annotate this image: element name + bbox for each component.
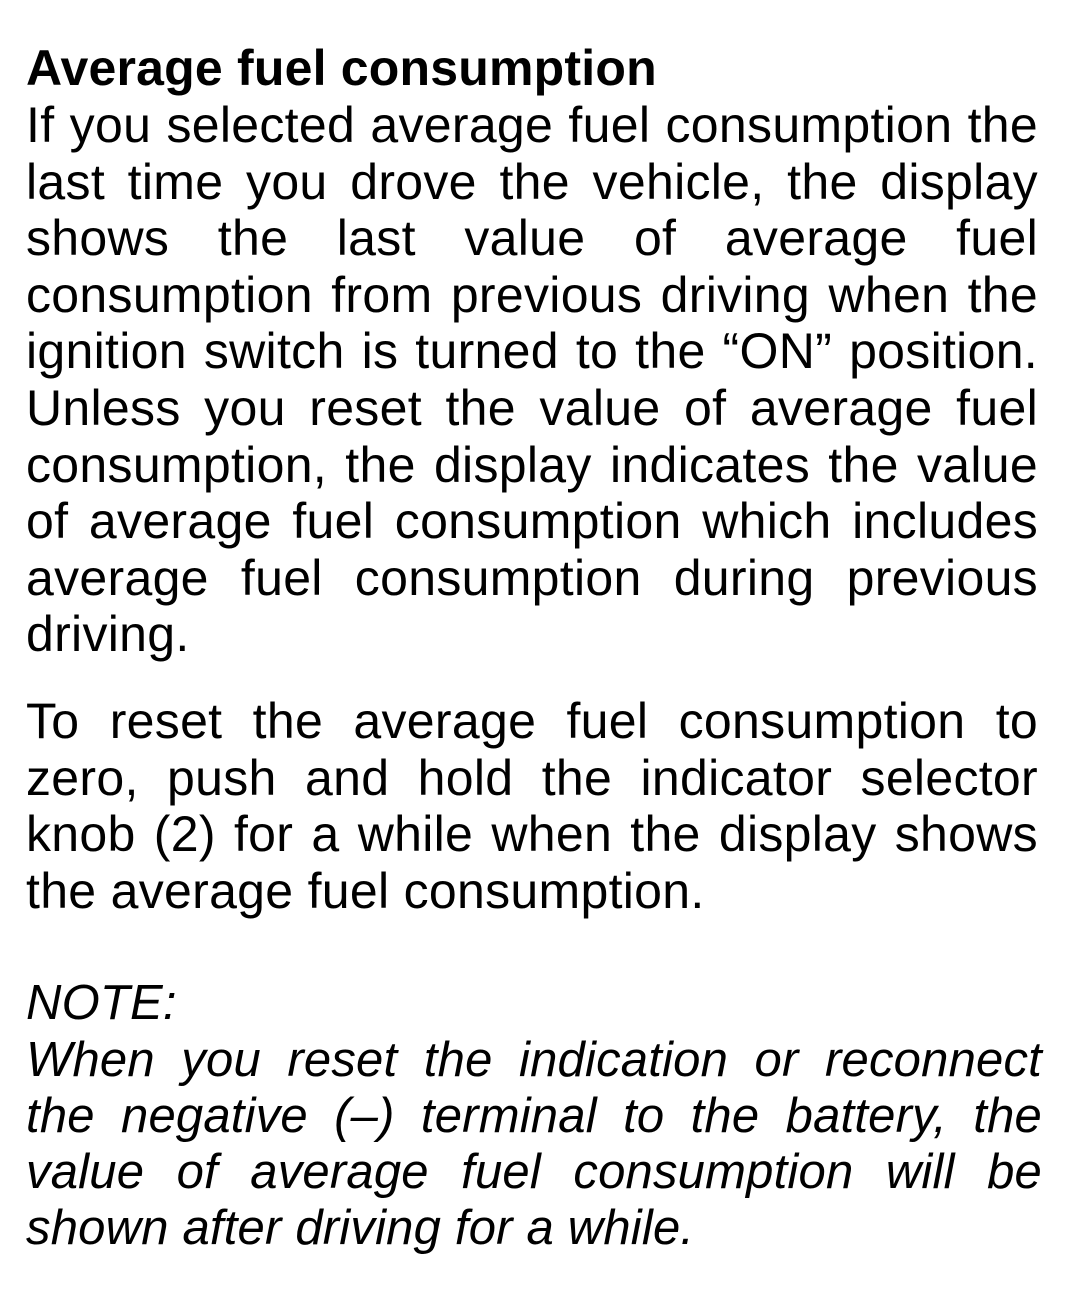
- section-heading: Average fuel consumption: [26, 40, 657, 96]
- manual-page: [26, 40, 1042, 1256]
- note-label: NOTE:: [26, 976, 177, 1031]
- note-text: When you reset the indication or reconnect the negative (–) terminal to the battery, the value of average fuel consumption will be shown after driving for a while.: [26, 1032, 1042, 1256]
- note-block: [26, 975, 1042, 1256]
- body-paragraph-reset-instructions: To reset the average fuel consumption to zero, push and hold the indicator selector knob (2) for a while when the display shows the average fuel consumption.: [26, 692, 1038, 919]
- body-paragraph-display-info: If you selected average fuel consumption the last time you drove the vehicle, the display shows the last value of average fuel consumption from previous driving when the ignition switch is turned to the “ON” position. Unless you reset the value of average fuel consumption, the display indicates the value of average fuel consumption which includes average fuel consumption during previous driving.: [26, 97, 1038, 663]
